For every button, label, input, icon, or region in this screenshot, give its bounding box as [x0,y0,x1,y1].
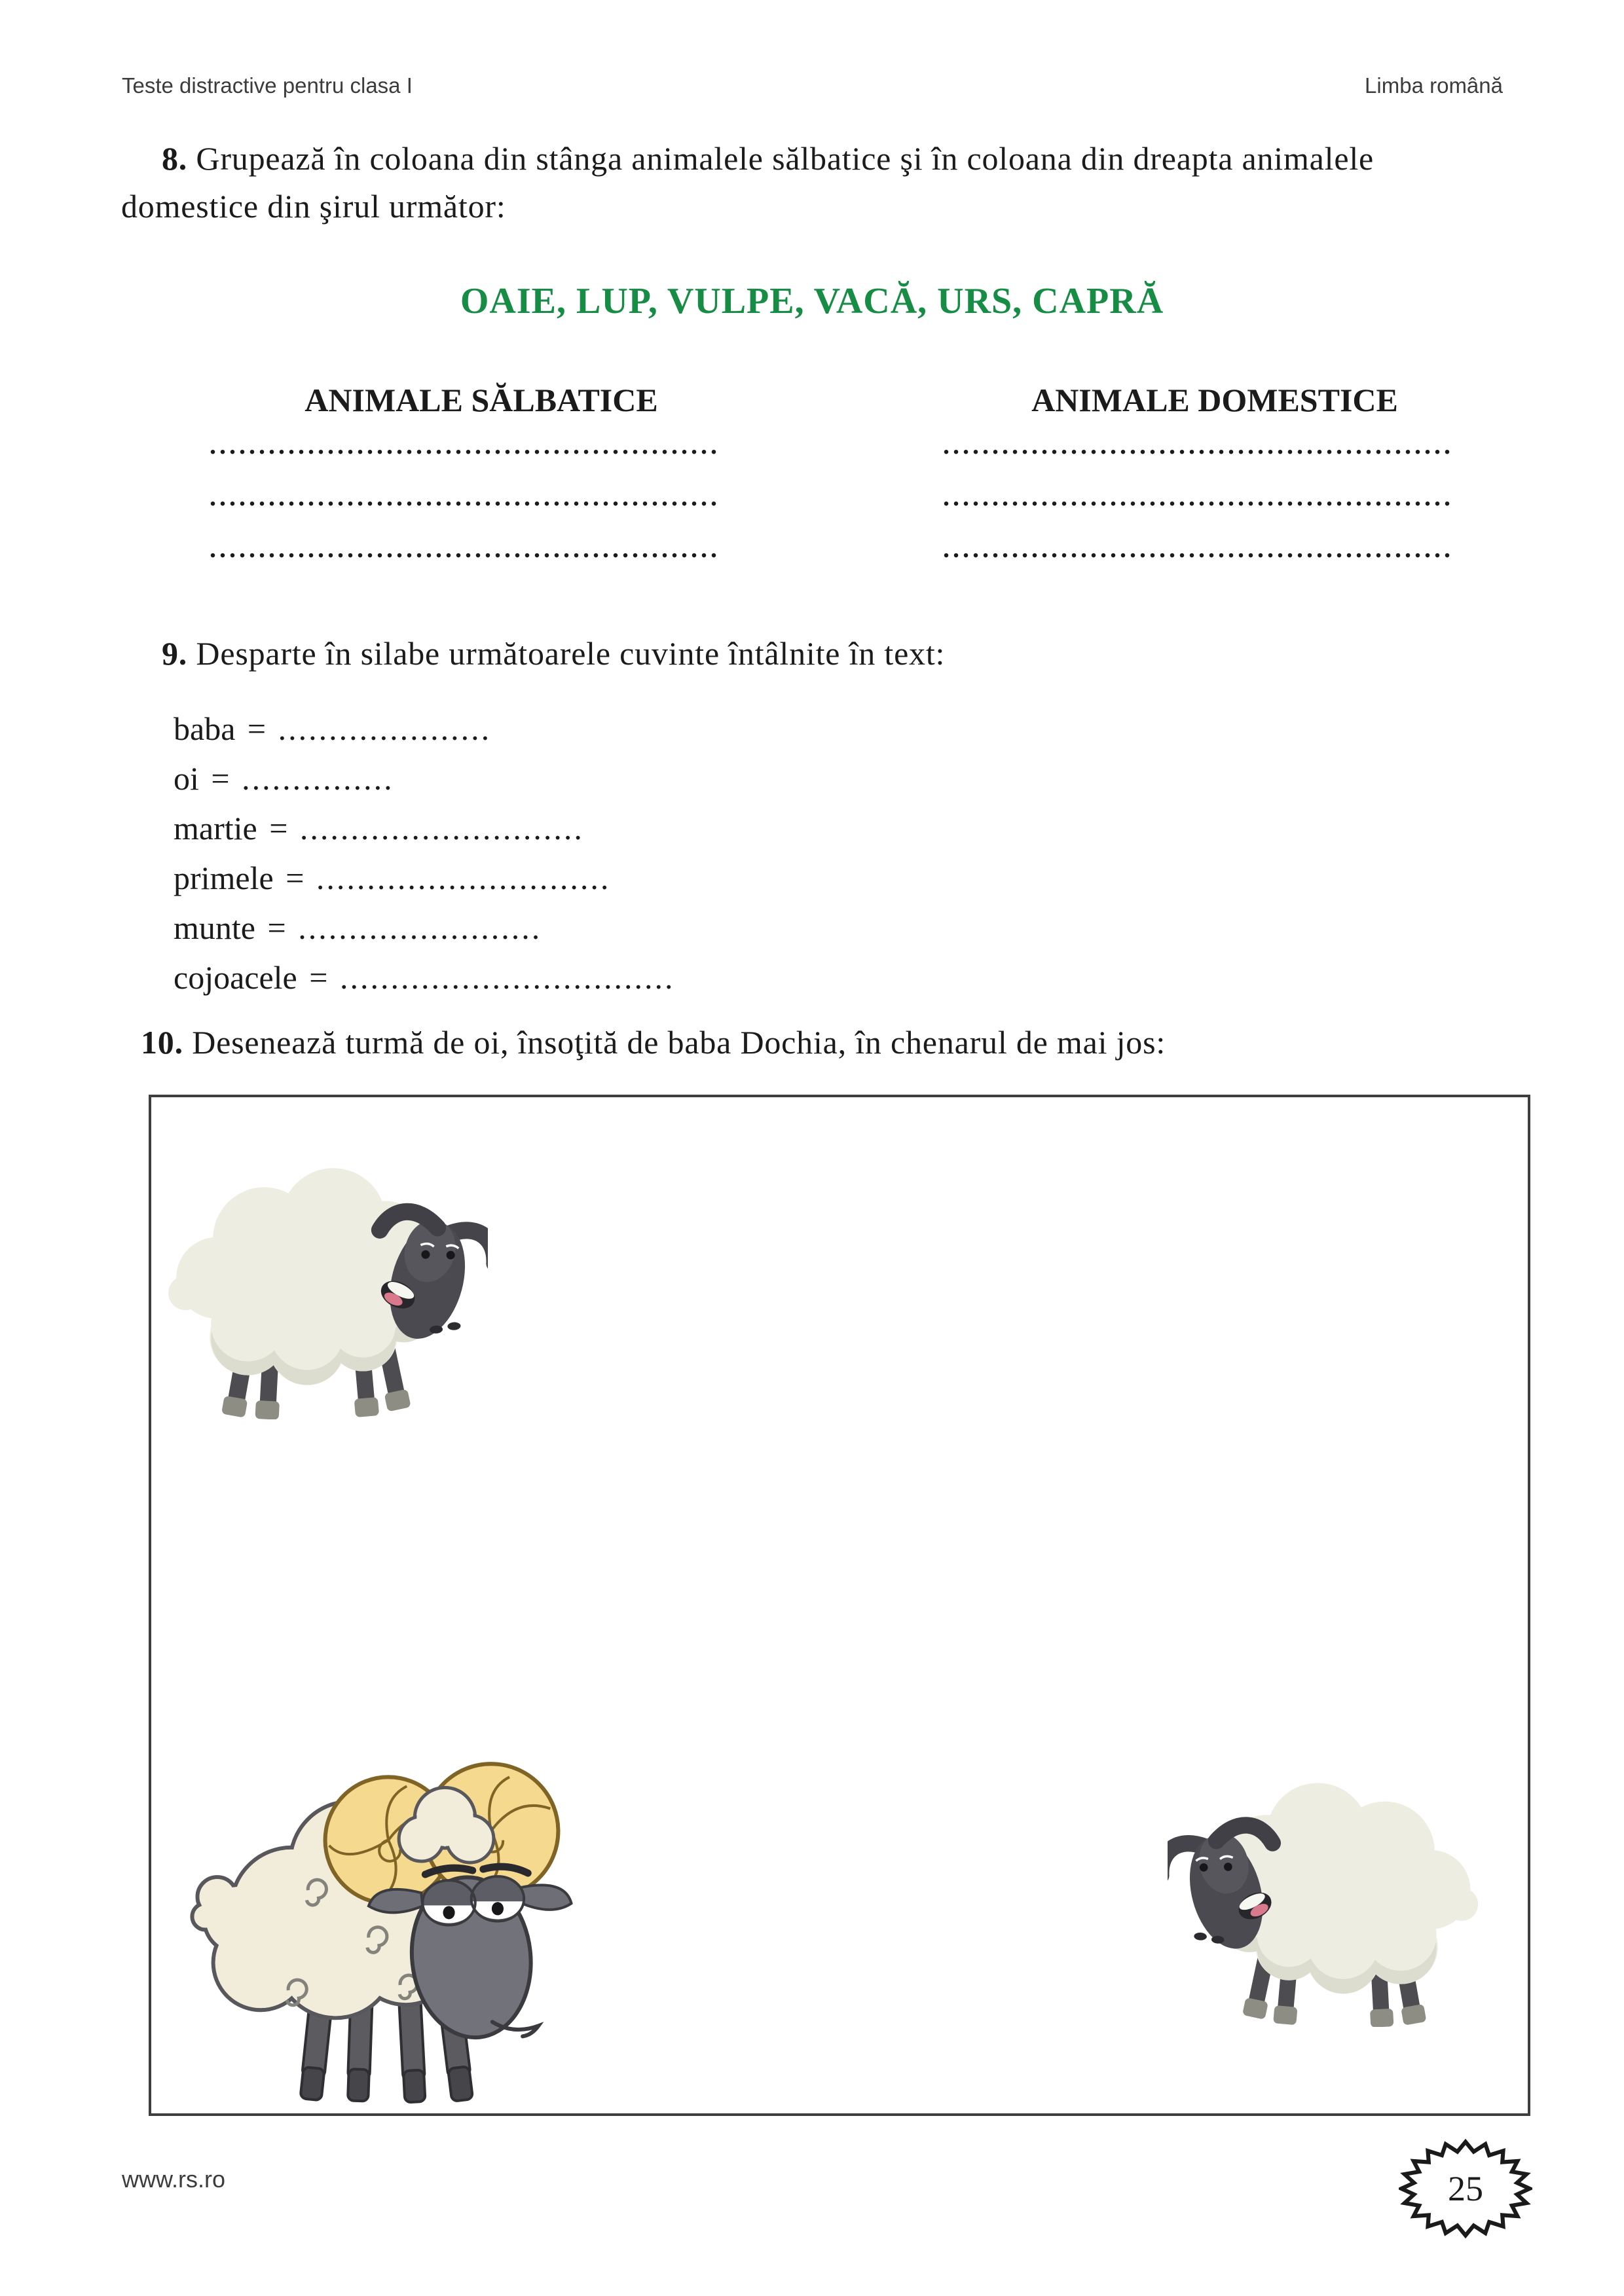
answer-dots: ..................... [278,710,492,747]
exercise-8-number: 8. [162,140,188,177]
syllable-row [174,803,674,853]
exercise-9-instruction: 9. Desparte în silabe următoarele cuvinte întâlnite în text: [162,635,946,672]
word: oi [174,760,199,797]
word: munte [174,909,255,946]
answer-dots: ............................. [316,860,611,896]
answer-dots: ................................. [339,959,675,996]
syllable-row [174,903,674,953]
syllable-list [174,704,674,1002]
exercise-8-line2: domestice din şirul următor: [121,188,506,225]
ram-icon [183,1740,578,2112]
white-sheep-icon [1168,1765,1481,2027]
equals-sign: = [269,810,288,847]
answer-dots: ............................ [299,810,584,847]
answer-columns [121,381,1503,574]
word: cojoacele [174,959,297,996]
exercise-8-line1: 8. Grupează în coloana din stânga animalele sălbatice şi în coloana din dreapta animalele [162,140,1375,177]
drawing-frame [149,1095,1530,2116]
answer-line: .................................................... [943,482,1454,511]
header-book-title: Teste distractive pentru clasa I [122,73,413,98]
equals-sign: = [309,959,328,996]
answer-dots: ........................ [298,909,542,946]
page-number: 25 [1448,2169,1483,2208]
equals-sign: = [211,760,230,797]
footer-website: www.rs.ro [122,2166,226,2193]
syllable-row [174,853,674,903]
equals-sign: = [267,909,286,946]
answer-line: .................................................... [210,430,720,460]
page-number-badge [1399,2138,1532,2239]
word: martie [174,810,257,847]
word: baba [174,710,236,747]
header-subject: Limba română [1365,73,1503,98]
syllable-row [174,704,674,754]
animal-word-list: OAIE, LUP, VULPE, VACĂ, URS, CAPRĂ [460,281,1164,321]
answer-line: .................................................... [943,430,1454,460]
answer-line: .................................................... [210,534,720,563]
answer-dots: ............... [242,760,394,797]
equals-sign: = [286,860,304,896]
exercise-9-number: 9. [162,635,188,672]
exercise-10-instruction: 10. Desenează turmă de oi, însoţită de baba Dochia, în chenarul de mai jos: [141,1024,1166,1061]
exercise-10-number: 10. [141,1024,183,1061]
white-sheep-icon [166,1150,488,1419]
exercise-8-instruction [121,135,1506,230]
syllable-row [174,953,674,1002]
syllable-row [174,754,674,803]
column-wild-title: ANIMALE SĂLBATICE [304,382,658,418]
word: primele [174,860,274,896]
column-wild-animals [210,381,753,574]
answer-line: .................................................... [943,534,1454,563]
column-domestic-title: ANIMALE DOMESTICE [1031,382,1398,418]
column-domestic-animals [943,381,1486,574]
answer-line: .................................................... [210,482,720,511]
equals-sign: = [247,710,267,747]
